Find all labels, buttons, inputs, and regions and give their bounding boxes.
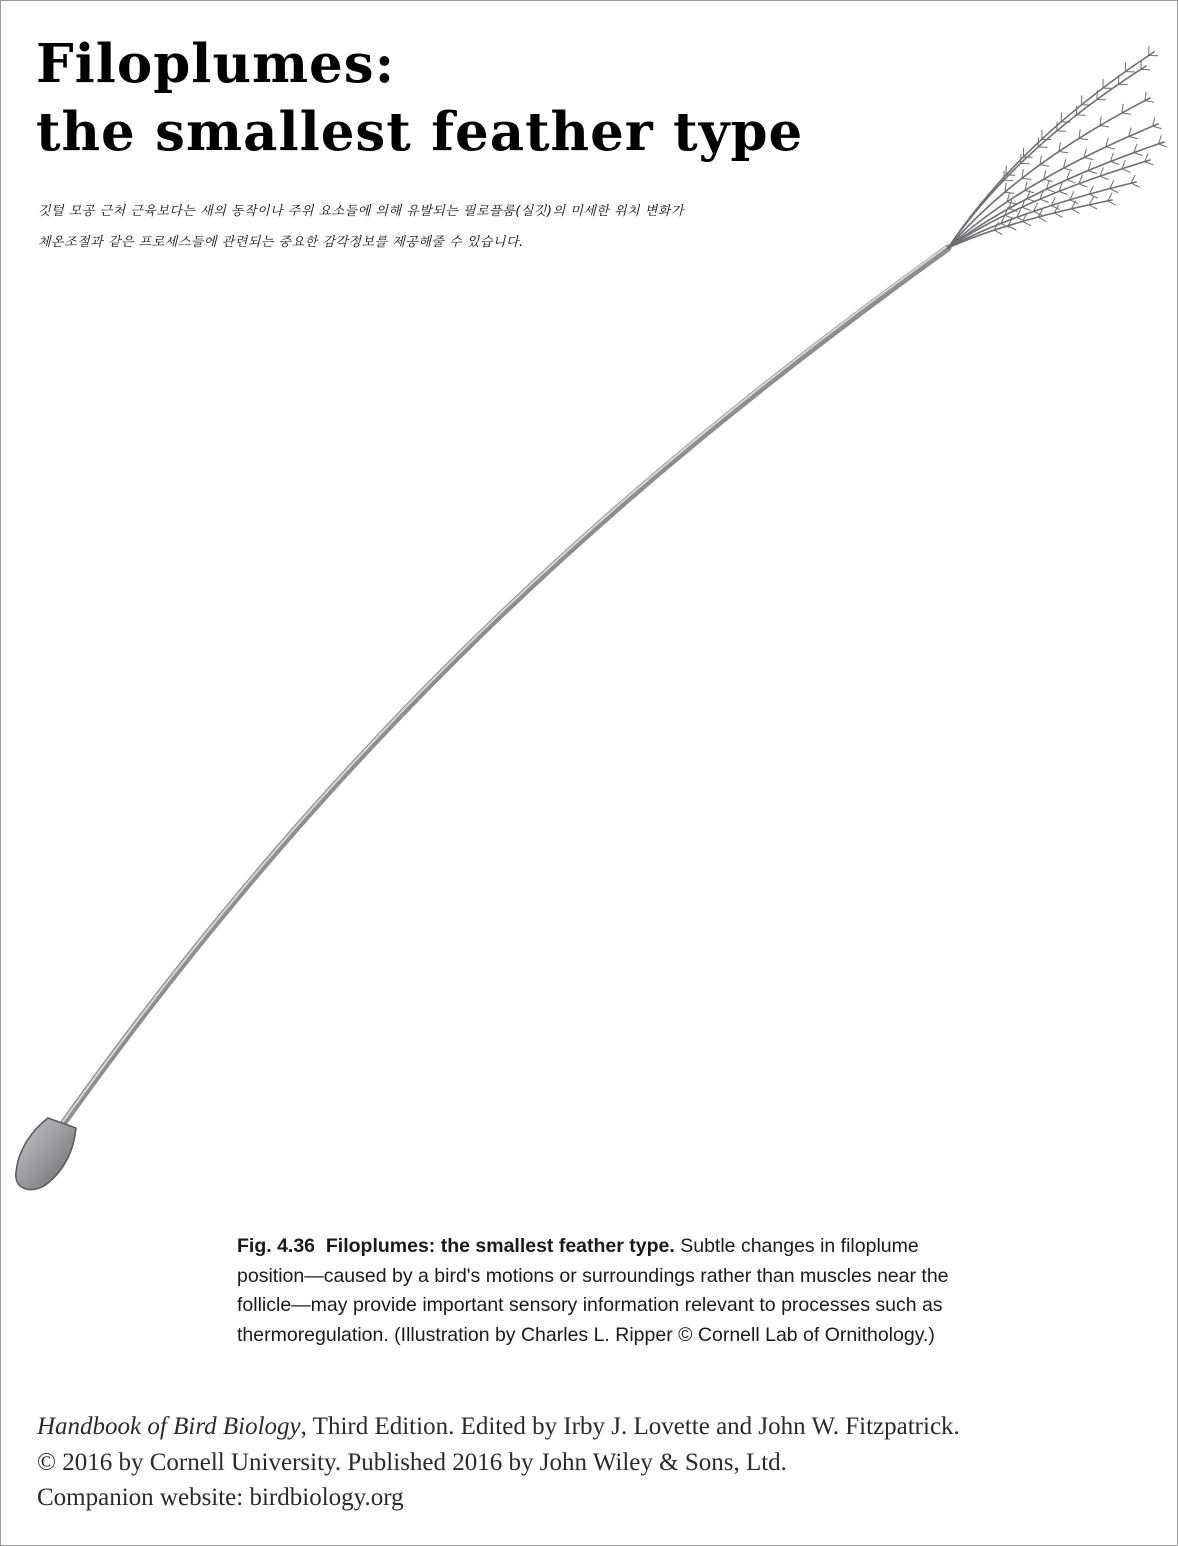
barbule: [1059, 191, 1067, 194]
barbule: [1008, 226, 1016, 230]
barbule: [1145, 162, 1153, 165]
barbule: [1089, 205, 1097, 209]
book-title: Handbook of Bird Biology: [37, 1413, 301, 1440]
barbule: [1044, 179, 1053, 181]
barbule: [1100, 176, 1108, 179]
barbule: [1122, 169, 1130, 172]
credits-line-edition: [37, 1409, 960, 1445]
caption-title: Filoplumes: the smallest feather type.: [325, 1235, 675, 1257]
website-line: Companion website: birdbiology.org: [37, 1484, 404, 1511]
barbule: [1070, 200, 1078, 204]
barbule: [994, 230, 1002, 234]
barbule: [1023, 221, 1031, 225]
barbule: [1067, 180, 1075, 183]
barbule: [1122, 113, 1131, 114]
barb-3: [948, 98, 1150, 248]
barbule: [1059, 152, 1068, 153]
barbule: [1131, 183, 1139, 187]
feather-shaft-highlight: [60, 247, 946, 1126]
title-line-1: Filoplumes:: [36, 33, 396, 95]
barbule: [1108, 201, 1116, 205]
barbule: [1022, 207, 1030, 210]
barbule: [1110, 162, 1119, 165]
copyright-line: © 2016 by Cornell University. Published 2016 by John Wiley & Sons, Ltd.: [37, 1448, 787, 1476]
title-line-2: the smallest feather type: [36, 101, 804, 163]
barbule: [1106, 147, 1115, 149]
barbule: [1079, 138, 1088, 139]
barb-8: [948, 200, 1112, 248]
caption-body: Subtle changes in filoplume position—caused by a bird's motions or surroundings rather than muscles near the follicle—may provide important sensory information relevant to processes such as thermoregulation. (Illustration by Charles L. Ripper © Cornell Lab of Ornithology.): [237, 1235, 949, 1346]
book-credits: [37, 1409, 960, 1516]
barbule: [1158, 144, 1166, 147]
feather-calamus: [16, 1118, 76, 1190]
barbule: [1063, 168, 1072, 170]
barbule: [1084, 157, 1093, 159]
barbule: [1071, 209, 1079, 213]
korean-note-line-2: 체온조절과 같은 프로세스들에 관련되는 중요한 감각정보를 제공해줄 수 있습니다.: [38, 235, 524, 250]
figure-label: Fig. 4.36: [237, 1235, 316, 1257]
barbule: [1134, 153, 1142, 156]
edition-text: , Third Edition. Edited by Irby J. Lovette and John W. Fitzpatrick.: [300, 1413, 960, 1440]
barb-2: [948, 66, 1146, 248]
barbule: [1040, 199, 1048, 202]
barbule: [1145, 101, 1154, 102]
barbule: [1038, 217, 1046, 221]
barbule: [1040, 165, 1049, 166]
barbule: [1129, 136, 1138, 138]
barbule: [1153, 126, 1162, 128]
barbule: [1046, 189, 1055, 192]
barbule: [1088, 171, 1096, 174]
feather-barbs: [948, 47, 1167, 248]
barbule: [1110, 189, 1118, 193]
barbule: [1079, 184, 1087, 187]
feather-shaft: [60, 248, 948, 1128]
korean-note-line-1: 깃털 모공 근처 근육보다는 새의 동작이나 주위 요소들에 의해 유발되는 필로플룸(실깃)의 미세한 위치 변화가: [38, 204, 684, 219]
barbule: [1054, 213, 1062, 217]
figure-caption: [237, 1232, 977, 1350]
barbule: [1022, 178, 1031, 179]
barbule: [1100, 126, 1109, 127]
